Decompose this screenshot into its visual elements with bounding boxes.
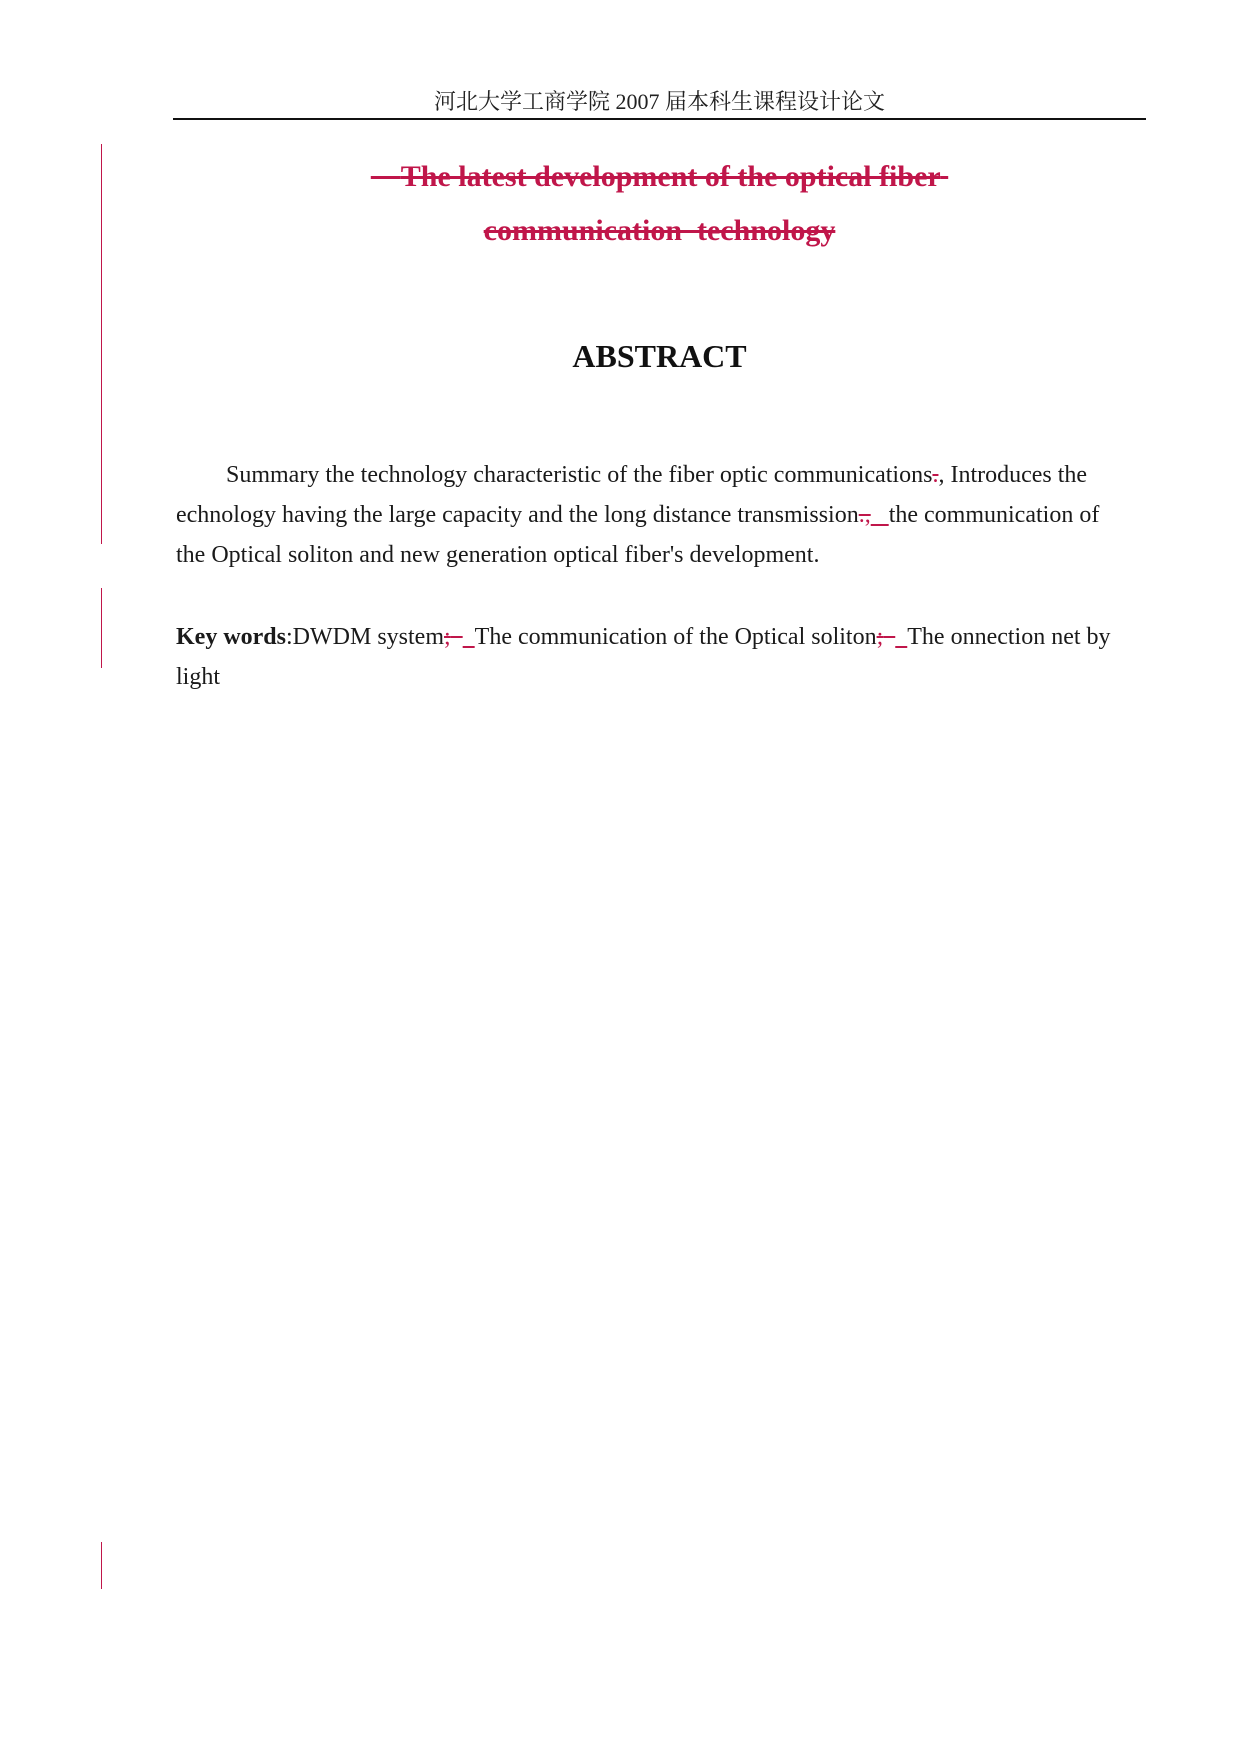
change-bar: [101, 1542, 102, 1589]
abstract-text: the communication of: [888, 502, 1100, 528]
keyword-item: DWDM system: [292, 624, 444, 650]
header-rule: [173, 118, 1146, 120]
abstract-text: Summary the technology characteristic of the fiber optic communications: [226, 462, 933, 488]
abstract-heading: ABSTRACT: [572, 338, 747, 374]
running-header: 河北大学工商学院 2007 届本科生课程设计论文: [433, 89, 885, 114]
abstract-line-3: the Optical soliton and new generation optical fiber's development.: [176, 542, 820, 568]
abstract-line-2: [176, 495, 1146, 535]
abstract-text: , Introduces the: [938, 462, 1088, 488]
abstract-body: [176, 455, 1146, 575]
keywords-colon: :: [286, 624, 293, 650]
abstract-text: echnology having the large capacity and the long distance transmission: [176, 502, 859, 528]
keyword-item: The onnection net by: [907, 624, 1111, 650]
title-deleted-word-2: technology: [697, 214, 836, 247]
deleted-separator: ;: [444, 624, 451, 650]
change-bar: [101, 588, 102, 668]
keywords-line-2: light: [176, 664, 221, 690]
title-deleted-indent: [371, 160, 401, 193]
inserted-space: [871, 502, 889, 528]
title-deleted-word-1: communication: [483, 214, 682, 247]
change-bar: [101, 144, 102, 544]
keywords-label: Key words: [176, 624, 286, 650]
title-deleted-text-1: The latest development of the optical fiber: [400, 160, 941, 193]
document-title: [173, 150, 1146, 258]
keyword-item: The communication of the Optical soliton: [474, 624, 877, 650]
deleted-separator: ;: [876, 624, 884, 650]
abstract-line-1: [176, 455, 1146, 495]
inserted-space: [895, 624, 907, 650]
deleted-punctuation: .,: [858, 502, 871, 528]
title-line-1: [173, 150, 1146, 204]
title-line-2: [173, 204, 1146, 258]
keywords-line-1: [176, 617, 1166, 657]
keywords-paragraph: [176, 617, 1166, 697]
deleted-punctuation: .: [932, 462, 939, 488]
inserted-space: [463, 624, 475, 650]
title-deleted-space: [682, 214, 697, 247]
title-deleted-space: [941, 160, 949, 193]
